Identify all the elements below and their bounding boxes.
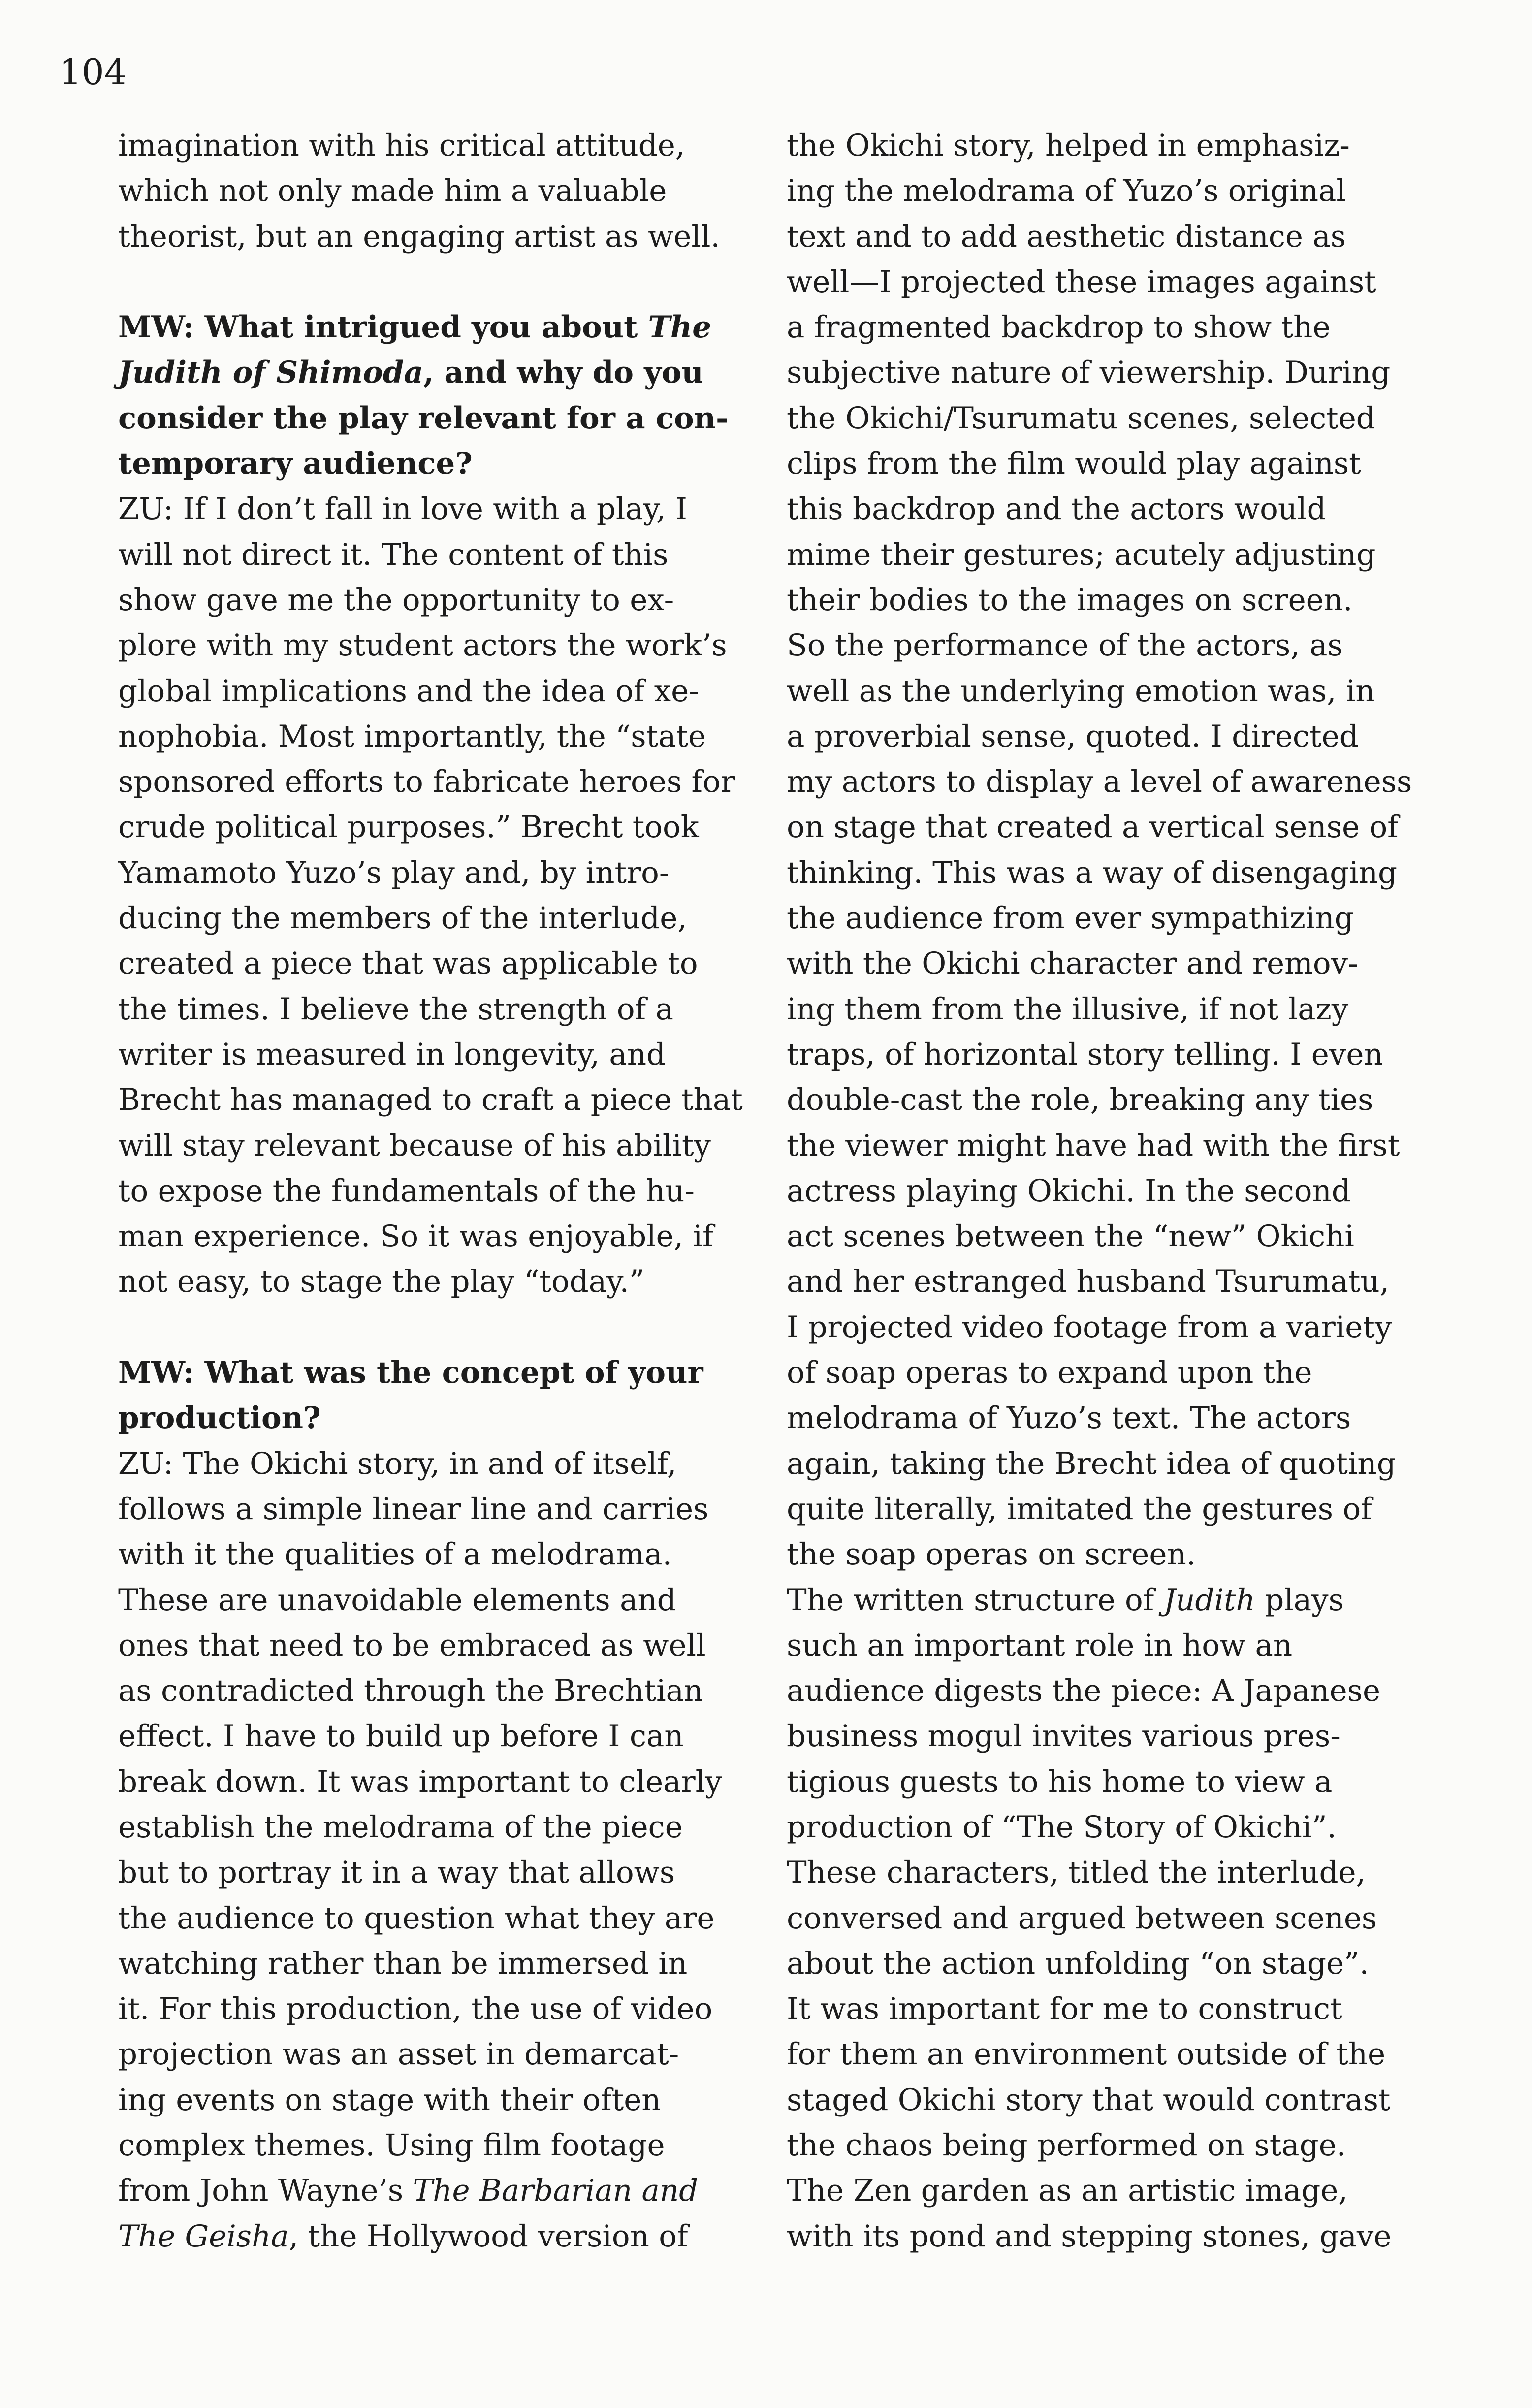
- text-line: crude political purposes.” Brecht took: [118, 810, 699, 845]
- text-line: but to portray it in a way that allows: [118, 1855, 675, 1890]
- text-line: ZU: The Okichi story, in and of itself,: [118, 1446, 677, 1481]
- text-line: this backdrop and the actors would: [787, 491, 1326, 527]
- text-line: a fragmented backdrop to show the: [787, 310, 1331, 345]
- right-column: [787, 123, 1412, 2259]
- text-line: ZU: If I don’t fall in love with a play, I: [118, 491, 688, 527]
- text-line: MW: What intrigued you about The: [118, 310, 712, 345]
- text-line: with it the qualities of a melodrama.: [118, 1537, 672, 1572]
- text-line: quite literally, imitated the gestures of: [787, 1491, 1372, 1527]
- text-line: effect. I have to build up before I can: [118, 1719, 684, 1754]
- text-line: I projected video footage from a variety: [787, 1309, 1392, 1345]
- text-line: Brecht has managed to craft a piece that: [118, 1082, 743, 1118]
- text-line: on stage that created a vertical sense of: [787, 810, 1399, 845]
- text-line: to expose the fundamentals of the hu-: [118, 1173, 695, 1208]
- text-line: created a piece that was applicable to: [118, 946, 698, 981]
- text-line: ing events on stage with their often: [118, 2082, 661, 2117]
- text-line: ones that need to be embraced as well: [118, 1627, 706, 1663]
- text-line: will not direct it. The content of this: [118, 537, 669, 572]
- text-line: It was important for me to construct: [787, 1991, 1342, 2027]
- text-line: projection was an asset in demarcat-: [118, 2037, 679, 2072]
- text-line: nophobia. Most importantly, the “state: [118, 718, 706, 754]
- text-line: man experience. So it was enjoyable, if: [118, 1219, 714, 1254]
- text-line: sponsored efforts to fabricate heroes for: [118, 764, 735, 800]
- text-line: a proverbial sense, quoted. I directed: [787, 718, 1359, 754]
- text-line: Yamamoto Yuzo’s play and, by intro-: [118, 855, 670, 890]
- page-number: 104: [59, 51, 127, 93]
- text-line: with its pond and stepping stones, gave: [787, 2218, 1392, 2254]
- text-line: MW: What was the concept of your: [118, 1355, 703, 1391]
- text-line: staged Okichi story that would contrast: [787, 2082, 1391, 2117]
- text-line: well—I projected these images against: [787, 264, 1376, 299]
- text-line: of soap operas to expand upon the: [787, 1355, 1312, 1391]
- text-line: mime their gestures; acutely adjusting: [787, 537, 1376, 572]
- text-line: ing them from the illusive, if not lazy: [787, 991, 1349, 1027]
- text-line: well as the underlying emotion was, in: [787, 673, 1375, 709]
- text-line: temporary audience?: [118, 446, 473, 482]
- text-line: text and to add aesthetic distance as: [787, 219, 1346, 254]
- text-line: The Zen garden as an artistic image,: [787, 2173, 1348, 2209]
- text-line: about the action unfolding “on stage”.: [787, 1946, 1369, 1981]
- text-line: subjective nature of viewership. During: [787, 355, 1391, 390]
- left-column: [118, 123, 743, 2259]
- text-line: actress playing Okichi. In the second: [787, 1173, 1351, 1208]
- text-line: imagination with his critical attitude,: [118, 128, 685, 163]
- text-line: establish the melodrama of the piece: [118, 1809, 683, 1845]
- text-line: ducing the members of the interlude,: [118, 901, 687, 936]
- text-line: their bodies to the images on screen.: [787, 582, 1353, 618]
- text-line: it. For this production, the use of video: [118, 1991, 713, 2027]
- text-line: the Okichi/Tsurumatu scenes, selected: [787, 400, 1375, 436]
- text-line: break down. It was important to clearly: [118, 1764, 722, 1799]
- text-line: which not only made him a valuable: [118, 173, 667, 209]
- text-line: not easy, to stage the play “today.”: [118, 1264, 645, 1300]
- text-line: global implications and the idea of xe-: [118, 673, 699, 709]
- text-line: the audience to question what they are: [118, 1900, 715, 1936]
- text-line: the audience from ever sympathizing: [787, 901, 1354, 936]
- text-line: ing the melodrama of Yuzo’s original: [787, 173, 1346, 209]
- text-line: the viewer might have had with the first: [787, 1128, 1400, 1163]
- text-line: The written structure of Judith plays: [787, 1582, 1344, 1618]
- text-line: will stay relevant because of his ability: [118, 1128, 711, 1163]
- text-line: the Okichi story, helped in emphasiz-: [787, 128, 1350, 163]
- text-line: business mogul invites various pres-: [787, 1719, 1340, 1754]
- text-line: double-cast the role, breaking any ties: [787, 1082, 1373, 1118]
- text-line: production?: [118, 1400, 321, 1436]
- text-line: melodrama of Yuzo’s text. The actors: [787, 1400, 1351, 1436]
- text-line: These are unavoidable elements and: [118, 1582, 676, 1618]
- text-line: theorist, but an engaging artist as well.: [118, 219, 720, 254]
- text-line: the chaos being performed on stage.: [787, 2128, 1346, 2163]
- text-line: such an important role in how an: [787, 1627, 1293, 1663]
- text-line: consider the play relevant for a con-: [118, 400, 729, 436]
- text-line: The Geisha, the Hollywood version of: [118, 2218, 688, 2254]
- text-line: audience digests the piece: A Japanese: [787, 1673, 1381, 1709]
- text-line: and her estranged husband Tsurumatu,: [787, 1264, 1390, 1300]
- text-line: watching rather than be immersed in: [118, 1946, 688, 1981]
- text-line: with the Okichi character and remov-: [787, 946, 1358, 981]
- text-line: show gave me the opportunity to ex-: [118, 582, 674, 618]
- text-line: These characters, titled the interlude,: [787, 1855, 1366, 1890]
- text-line: the soap operas on screen.: [787, 1537, 1196, 1572]
- text-line: traps, of horizontal story telling. I even: [787, 1037, 1383, 1072]
- text-line: conversed and argued between scenes: [787, 1900, 1377, 1936]
- text-line: writer is measured in longevity, and: [118, 1037, 666, 1072]
- text-line: tigious guests to his home to view a: [787, 1764, 1333, 1799]
- text-line: complex themes. Using film footage: [118, 2128, 665, 2163]
- paragraph-gap: [118, 1305, 734, 1350]
- text-line: Judith of Shimoda, and why do you: [118, 355, 703, 390]
- paragraph-gap: [118, 260, 734, 305]
- text-line: again, taking the Brecht idea of quoting: [787, 1446, 1396, 1481]
- text-line: the times. I believe the strength of a: [118, 991, 673, 1027]
- text-line: So the performance of the actors, as: [787, 628, 1343, 663]
- text-line: from John Wayne’s The Barbarian and: [118, 2173, 699, 2209]
- text-line: clips from the film would play against: [787, 446, 1361, 482]
- text-line: for them an environment outside of the: [787, 2037, 1386, 2072]
- text-line: act scenes between the “new” Okichi: [787, 1219, 1354, 1254]
- text-line: my actors to display a level of awareness: [787, 764, 1412, 800]
- text-line: plore with my student actors the work’s: [118, 628, 727, 663]
- text-line: thinking. This was a way of disengaging: [787, 855, 1398, 890]
- text-line: as contradicted through the Brechtian: [118, 1673, 703, 1709]
- text-line: production of “The Story of Okichi”.: [787, 1809, 1337, 1845]
- text-line: follows a simple linear line and carries: [118, 1491, 709, 1527]
